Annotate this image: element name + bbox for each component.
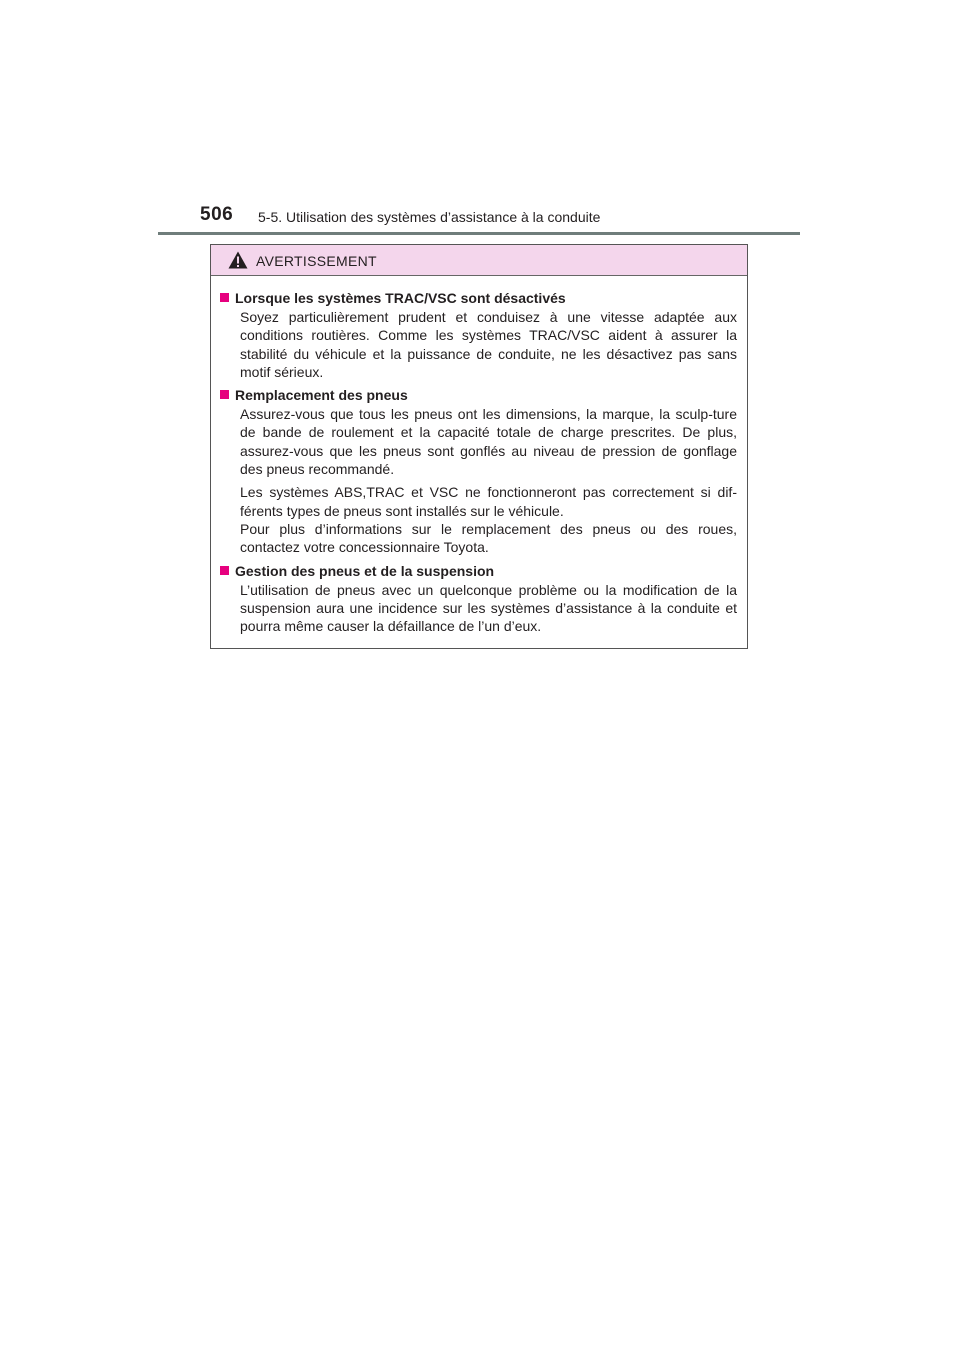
item-heading-text: Remplacement des pneus (235, 387, 408, 404)
item-paragraph (240, 581, 737, 636)
item-heading (220, 562, 737, 580)
page-number: 506 (200, 204, 234, 225)
paragraph-line: L’utilisation de pneus avec un quelconque problème ou la modification de la suspension aura une incidence sur les systèmes d’assistance à la conduite et pourra même causer la défaillance de l’un d’eux. (240, 581, 737, 635)
square-bullet-icon (220, 390, 229, 399)
header-rule (158, 232, 800, 235)
warning-item-trac-vsc (220, 289, 737, 381)
item-heading (220, 386, 737, 404)
warning-triangle-icon (228, 251, 248, 269)
square-bullet-icon (220, 566, 229, 575)
warning-header (211, 245, 747, 276)
square-bullet-icon (220, 293, 229, 302)
warning-item-tire-suspension (220, 562, 737, 636)
item-paragraph (240, 308, 737, 381)
item-paragraph (240, 483, 737, 556)
paragraph-line: Les systèmes ABS,TRAC et VSC ne fonctionneront pas correctement si dif-férents types de pneus sont installés sur le véhicule. (240, 484, 737, 519)
paragraph-line: Pour plus d’informations sur le remplacement des pneus ou des roues, contactez votre concessionnaire Toyota. (240, 520, 737, 556)
warning-box (210, 244, 748, 649)
section-title: 5-5. Utilisation des systèmes d’assistance à la conduite (258, 209, 601, 225)
warning-body (211, 276, 747, 635)
warning-title: AVERTISSEMENT (256, 252, 377, 269)
item-heading-text: Lorsque les systèmes TRAC/VSC sont désactivés (235, 290, 566, 306)
item-heading (220, 289, 737, 307)
item-paragraph (240, 405, 737, 478)
warning-item-tire-replacement (220, 386, 737, 556)
item-heading-text: Gestion des pneus et de la suspension (235, 562, 495, 579)
paragraph-line: Soyez particulièrement prudent et conduisez à une vitesse adaptée aux conditions routières. Comme les systèmes TRAC/VSC aident à assurer la stabilité du véhicule et la puissance de conduite, ne les désactivez pas sans motif sérieux. (240, 309, 737, 380)
paragraph-line: Assurez-vous que tous les pneus ont les dimensions, la marque, la sculp-ture de bande de roulement et la capacité totale de charge prescrites. De plus, assurez-vous que les pneus sont gonflés au niveau de pression de gonflage des pneus recommandé. (240, 406, 737, 478)
